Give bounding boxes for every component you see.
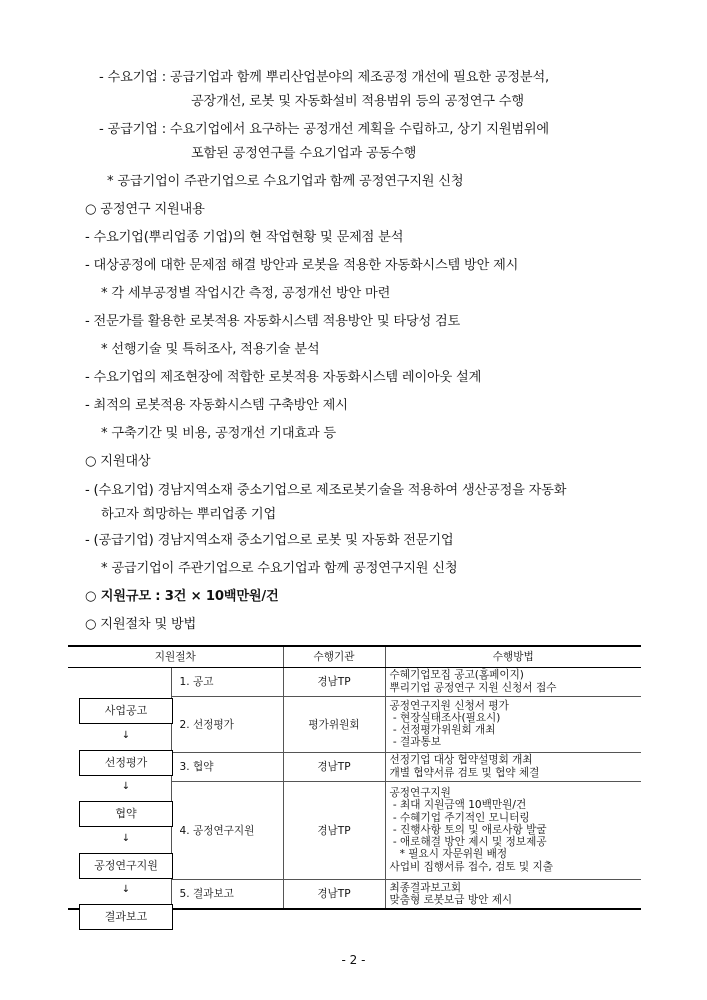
text-line: * 각 세부공정별 작업시간 측정, 공정개선 방안 마련: [101, 286, 391, 301]
text-line: 하고자 희망하는 뿌리업종 기업: [101, 507, 276, 522]
text-line: - 수요기업의 제조현장에 적합한 로봇적용 자동화시스템 레이아웃 설계: [85, 370, 482, 385]
text-line: - 대상공정에 대한 문제점 해결 방안과 로봇을 적용한 자동화시스템 방안 제시: [85, 258, 519, 273]
text-line: 포함된 공정연구를 수요기업과 공동수행: [191, 146, 417, 161]
text-line: - (수요기업) 경남지역소재 중소기업으로 제조로봇기술을 적용하여 생산공정을 자동화: [85, 483, 567, 498]
section-heading: ○ 지원절차 및 방법: [85, 617, 197, 632]
flow-diagram: [68, 667, 171, 923]
method-cell: 최종결과보고회 맞춤형 로봇보급 방안 제시: [385, 879, 641, 909]
stage-cell: 2. 선정평가: [171, 696, 283, 752]
page-number: - 2 -: [341, 953, 366, 967]
method-cell: 수혜기업모집 공고(홈페이지) 뿌리기업 공정연구 지원 신청서 접수: [385, 667, 641, 696]
text-line: - 수요기업 : 공급기업과 함께 뿌리산업분야의 제조공정 개선에 필요한 공정분석,: [99, 70, 549, 85]
procedure-table: [68, 645, 641, 923]
flow-step-announcement: 사업공고: [79, 698, 173, 724]
text-line: * 공급기업이 주관기업으로 수요기업과 함께 공정연구지원 신청: [107, 174, 464, 189]
text-line: 공장개선, 로봇 및 자동화설비 적용범위 등의 공정연구 수행: [191, 94, 524, 109]
flow-step-evaluation: 선정평가: [79, 750, 173, 776]
method-cell: 공정연구지원 신청서 평가 - 현장실태조사(필요시) - 선정평가위원회 개최 - 결과통보: [385, 696, 641, 752]
text-line: * 구축기간 및 비용, 공정개선 기대효과 등: [101, 426, 336, 441]
stage-cell: 4. 공정연구지원: [171, 781, 283, 879]
text-line: - 수요기업(뿌리업종 기업)의 현 작업현황 및 문제점 분석: [85, 230, 404, 245]
arrow-down-icon: ↓: [121, 832, 131, 844]
section-heading: ○ 공정연구 지원내용: [85, 202, 205, 217]
organization-cell: 경남TP: [283, 667, 385, 696]
header-procedure: 지원절차: [68, 646, 283, 667]
organization-cell: 경남TP: [283, 781, 385, 879]
organization-cell: 경남TP: [283, 752, 385, 781]
table-row: [68, 667, 641, 696]
method-cell: 공정연구지원 - 최대 지원금액 10백만원/건 - 수혜기업 주기적인 모니터링 - 진행사항 토의 및 애로사항 발굴 - 애로해결 방안 제시 및 정보제공 * 필요시 자문위원 배정 사업비 집행서류 접수, 검토 및 지출: [385, 781, 641, 879]
flow-step-agreement: 협약: [79, 801, 173, 827]
header-organization: 수행기관: [283, 646, 385, 667]
text-line: - 공급기업 : 수요기업에서 요구하는 공정개선 계획을 수립하고, 상기 지원범위에: [99, 122, 549, 137]
text-line: * 선행기술 및 특허조사, 적용기술 분석: [101, 342, 320, 357]
text-line: - 전문가를 활용한 로봇적용 자동화시스템 적용방안 및 타당성 검토: [85, 314, 461, 329]
method-cell: 선정기업 대상 협약설명회 개최 개별 협약서류 검토 및 협약 체결: [385, 752, 641, 781]
stage-cell: 5. 결과보고: [171, 879, 283, 909]
stage-cell: 3. 협약: [171, 752, 283, 781]
arrow-down-icon: ↓: [121, 883, 131, 895]
organization-cell: 평가위원회: [283, 696, 385, 752]
arrow-down-icon: ↓: [121, 780, 131, 792]
support-scale-heading: ○ 지원규모 : 3건 × 10백만원/건: [85, 589, 279, 604]
text-line: - (공급기업) 경남지역소재 중소기업으로 로봇 및 자동화 전문기업: [85, 533, 454, 548]
flow-step-research-support: 공정연구지원: [79, 853, 173, 879]
text-line: * 공급기업이 주관기업으로 수요기업과 함께 공정연구지원 신청: [101, 561, 458, 576]
table-header-row: [68, 646, 641, 667]
arrow-down-icon: ↓: [121, 729, 131, 741]
organization-cell: 경남TP: [283, 879, 385, 909]
section-heading: ○ 지원대상: [85, 454, 151, 469]
text-line: - 최적의 로봇적용 자동화시스템 구축방안 제시: [85, 398, 348, 413]
header-method: 수행방법: [385, 646, 641, 667]
flow-step-report: 결과보고: [79, 904, 173, 930]
stage-cell: 1. 공고: [171, 667, 283, 696]
